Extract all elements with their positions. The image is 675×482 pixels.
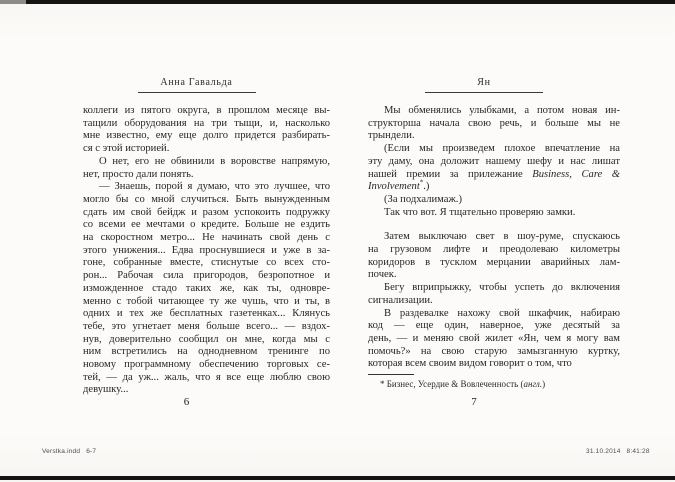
text-line: день, — и меняю свой жилет «Ян, чем я могу вам [368,332,620,344]
text-line: мне известно, ему еще долго придется разбирать- [83,130,330,142]
footnote [368,374,620,390]
text-line: Так что вот. Я тщательно проверяю замки. [384,206,576,218]
paragraph [368,194,620,207]
left-running-head-rule [138,92,256,93]
paragraph [368,143,620,194]
text-line: изможденное стадо таких же, как ты, одновре- [83,282,330,294]
text-line: нув, доверительно сообщил он мне, когда мы с [83,333,330,345]
paragraph [368,308,620,372]
text-line: на скоростном метро... Не начинать свой день с [83,232,330,244]
text-line: гоне, собранные вместе, стиснутые со всех сто- [83,257,330,269]
text-line: структорша начала свою речь, и больше мы не [368,117,620,129]
text-line: В раздевалке нахожу свой шкафчик, набираю [384,307,620,319]
left-page-text [83,105,330,397]
footnote-rule [368,374,414,375]
text-line: Бегу вприпрыжку, чтобы успеть до включения [384,282,620,294]
text-line: на грузовом лифте и преодолеваю километры [368,244,620,256]
text-line: нашей премии за прилежание Business, Care & [368,168,620,180]
text-line: сдать им свой бейдж и разом успокоить подружку [83,206,330,218]
text-line: помочь?» на свою старую замызганную куртку, [368,345,620,357]
text-line: тащили оборудования на три тыщи, и, насколько [83,117,330,129]
text-line: новому программному обеспечению торговых се- [83,359,330,371]
scan-top-edge [0,0,675,4]
text-line: тебе, это угнетает меня больше всего... — вздох- [83,320,330,332]
text-line: одних и тех же бесплатных газетенках... Клянусь [83,308,330,320]
text-line: менно с тобой читающее ту же чушь, что и ты, в [83,295,330,307]
text-line: Мы обменялись улыбками, а потом новая ин- [384,105,620,116]
text-line: рон... Рабочая сила пригородов, безропотное и [83,270,330,282]
text-line: ся с этой историей. [83,143,170,155]
text-line: О нет, его не обвинили в воровстве напрямую, [99,155,330,167]
right-page-text [368,105,620,371]
left-running-head-author: Анна Гавальда [160,77,233,88]
slug-filename: Verstka.indd 6-7 [42,448,97,455]
text-line: эту даму, она доложит нашему шефу и нас лишат [368,155,620,167]
text-line: коридоров в тусклом мерцании аварийных лам- [368,256,620,268]
text-line: — Знаешь, порой я думаю, что это лучшее, что [99,181,330,193]
footnote-line: * Бизнес, Усердие & Вовлеченность (англ.) [380,379,546,389]
paragraph [83,181,330,397]
paragraph [368,231,620,282]
footnote-text [368,379,620,390]
text-line: коллеги из пятого округа, в прошлом месяце вы- [83,105,330,116]
paragraph [83,105,330,156]
scan-top-edge-notch [0,0,26,4]
text-line: тей, — да уж... жаль, что я все еще люблю свою [83,371,330,383]
text-line: могло бы со мной случиться. Быть вынужденным [83,193,330,205]
text-line: нет, просто дали понять. [83,168,194,180]
right-running-head [358,68,610,93]
text-line: почек. [368,269,397,281]
text-line: сигнализации. [368,294,433,306]
text-line: (Если мы произведем плохое впечатление на [384,143,620,155]
text-line: Involvement*.) [368,178,430,193]
right-page-number: 7 [471,396,477,408]
left-running-head [73,68,320,93]
text-line: со всеми ее мечтами о кредите. Больше не ездить [83,219,330,231]
paragraph [368,207,620,220]
text-line: трындели. [368,130,415,142]
left-page-number: 6 [183,396,190,408]
page-left [83,68,330,420]
right-running-head-title: Ян [477,77,491,88]
slug-timestamp: 31.10.2014 8:41:28 [586,448,650,455]
paragraph [368,105,620,143]
text-line: (За подхалимаж.) [384,193,462,205]
scan-bottom-edge [0,476,675,480]
paragraph [368,282,620,307]
text-line: которая всем своим видом говорит о том, что [368,358,572,370]
text-line: этого унижения... Едва проснувшиеся и уже в за- [83,244,330,256]
text-line: ним встретились на однодневном тренинге по [83,346,330,358]
right-running-head-rule [425,92,543,93]
text-line: код — еще один, наверное, уже десятый за [368,320,620,332]
text-line: Затем выключаю свет в шоу-руме, спускаюсь [384,231,620,243]
text-line: девушку... [83,384,129,396]
page-right [368,68,620,420]
paragraph [83,156,330,181]
